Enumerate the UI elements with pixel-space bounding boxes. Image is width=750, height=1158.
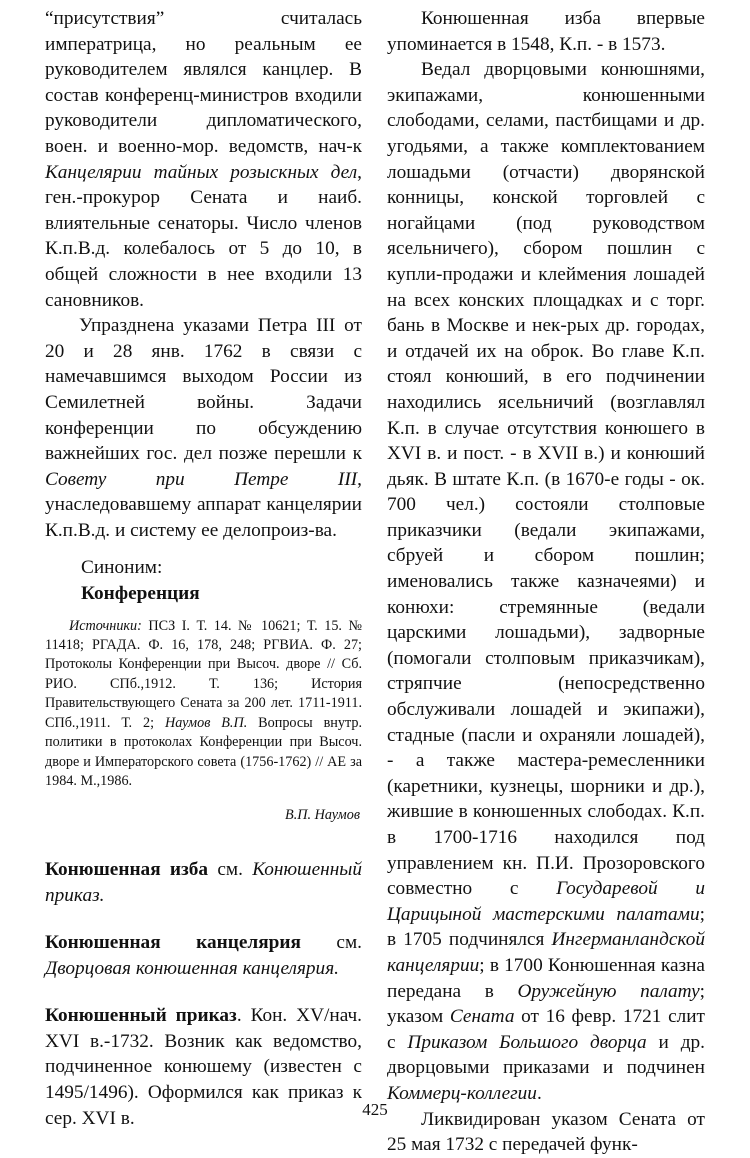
see-label: см. [208, 858, 253, 880]
sources-author: Наумов В.П. [164, 714, 248, 731]
synonym-block [45, 555, 362, 606]
ref-council-peter-iii: Совету при Петре III [45, 468, 358, 490]
sources-text: ПСЗ I. Т. 14. № 10621; Т. 15. № 11418; РГАДА. Ф. 16, 178, 248; РГВИА. Ф. 27; Протоколы Конференции при Высоч. дворе // Сб. РИО. СПб.,1912. Т. 136; История Правительствующего Сената за 200 лет. 1711-1911. СПб.,1911. Т. 2; [45, 617, 362, 731]
entry-headword: Конюшенная канцелярия [45, 932, 301, 954]
entry-text: . Кон. XV/нач. XVI в.-1732. Возник как ведомство, подчиненное конюшему (известен с 1495/1496). Оформился как приказ к сер. XVI в. [45, 1005, 362, 1129]
right-paragraph-2 [387, 57, 705, 1106]
ref-kommerts-kollegiya: Коммерц-коллегии [387, 1082, 537, 1104]
sources-text: Вопросы внутр. политики в протоколах Конференции при Высоч. дворе и Императорского совета (1756-1762) // АЕ за 1984. М.,1986. [45, 714, 362, 789]
entry-headword: Конюшенная изба [45, 858, 209, 880]
ref-oruzheynaya-palata: Оружейную палату [517, 980, 700, 1002]
ref-ingermanland-chancellery: Ингерманландской канцелярии [387, 929, 705, 976]
text-run: . [536, 1082, 542, 1104]
text-run: Ведал дворцовыми конюшнями, экипажами, конюшенными слободами, селами, пастбищами и др. угодьями, а также комплектованием лошадьми (отчасти) дворянской конницы, конской торговлей с ногайцами (под руководством ясельничего), сбором пошлин с купли-продажи и клеймения лошадей на всех конских площадках и с торг. бань в Москве и нек-рых др. городах, и отдачей их на оброк. Во главе К.п. стоял конюший, в его подчинении находились ясельничий (возглавлял К.п. в случае отсутствия конюшего в XVI в. и пост. - в XVII в.) и конюший дьяк. В штате К.п. (в 1670-е годы - ок. 700 чел.) состояли столповые приказчики (ведали экипажами, сбруей и сбором пошлин; именовались также казначеями) и конюхи: стремянные (ведали царскими лошадьми), задворные (помогали столповым приказчикам), стряпчие (непосредственно обслуживали лошадей и экипажи), стадные (пасли и охраняли лошадей), - а также мастера-ремесленники (каретники, кузнецы, шорники и др.), жившие в конюшенных слободах. К.п. в 1700-1716 находился под управлением кн. П.И. Прозоровского совместно с [387, 59, 705, 900]
sources-label: Источники: [69, 617, 142, 634]
left-paragraph-1 [45, 6, 362, 313]
ref-senate: Сената [449, 1006, 515, 1028]
sources-block [45, 617, 362, 792]
right-paragraph-3: Ликвидирован указом Сената от 25 мая 1732 с передачей функ- [387, 1108, 705, 1156]
synonym-label: Синоним: [81, 557, 163, 579]
text-run: ; в 1700 Конюшенная казна передана в [387, 954, 705, 1002]
entry-konyushennaya-izba [45, 857, 362, 908]
article-author: В.П. Наумов [285, 807, 360, 824]
right-column [387, 6, 705, 1158]
cross-reference: Дворцовая конюшенная канцелярия. [45, 957, 339, 979]
text-run: “присутствия” считалась императрица, но реальным ее руководителем являлся канцлер. В состав конференц-министров входили руководители дипломатического, воен. и военно-мор. ведомств, нач-к [45, 8, 362, 157]
ref-masterskie-palaty: Государевой и Царицыной мастерскими палатами [387, 878, 705, 925]
ref-chancellery-secret-affairs: Канцелярии тайных розыскных дел [45, 161, 358, 183]
text-run: от 16 февр. 1721 слит с [387, 1006, 705, 1053]
cross-reference: Конюшенный приказ. [45, 858, 362, 906]
text-run: ; в 1705 подчинялся [387, 903, 705, 951]
right-paragraph-1: Конюшенная изба впервые упоминается в 1548, К.п. - в 1573. [387, 8, 705, 55]
left-paragraph-2 [45, 313, 362, 543]
entry-konyushennaya-kantselyariya [45, 930, 362, 981]
text-run: Упразднена указами Петра III от 20 и 28 янв. 1762 в связи с намечавшимся выходом России из Семилетней войны. Задачи конференции по обсуждению важнейших гос. дел позже перешли к [45, 315, 362, 465]
text-run: , унаследовавшему аппарат канцелярии К.п.В.д. и систему ее делопроиз-ва. [45, 468, 362, 541]
text-run: ; указом [387, 980, 706, 1028]
left-column [45, 6, 362, 1131]
ref-prikaz-bolshogo-dvortsa: Приказом Большого дворца [407, 1031, 647, 1053]
text-run: , ген.-прокурор Сената и наиб. влиятельные сенаторы. Число членов К.п.В.д. колебалось от 5 до 10, в общей сложности в нее входили 13 сановников. [45, 161, 362, 311]
text-run: и др. дворцовыми приказами и подчинен [387, 1031, 705, 1079]
entry-headword: Конюшенный приказ [45, 1005, 237, 1027]
synonym-value: Конференция [81, 583, 200, 605]
see-label: см. [300, 932, 363, 954]
page-number: 425 [362, 1100, 388, 1119]
